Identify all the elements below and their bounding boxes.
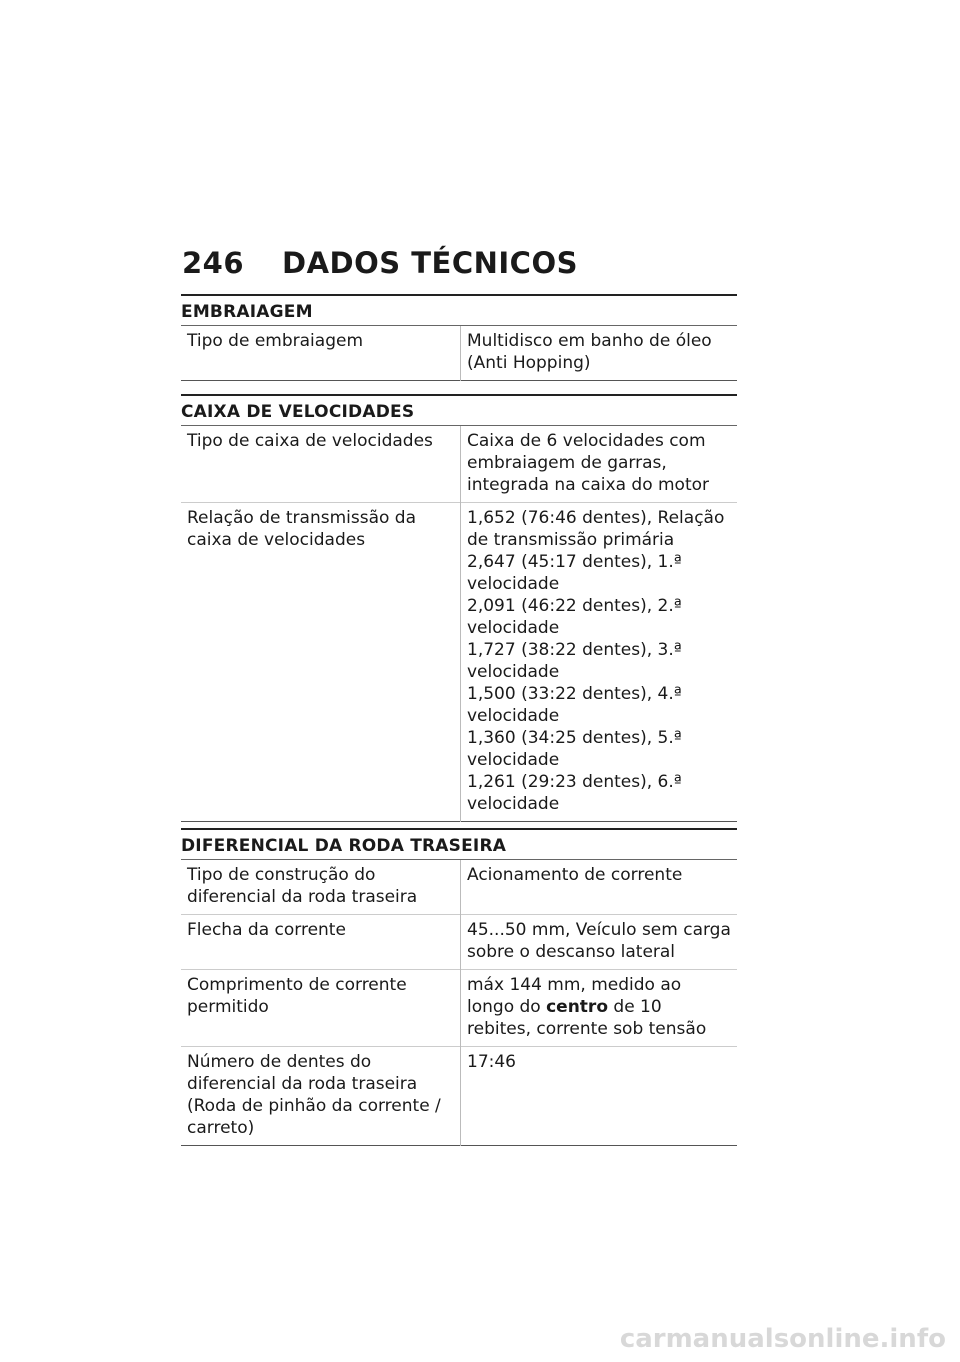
spec-value — [461, 503, 738, 822]
page-header — [182, 246, 578, 280]
spec-label: Número de dentes do diferencial da roda traseira (Roda de pinhão da corrente / carreto) — [181, 1047, 461, 1146]
spec-label: Flecha da corrente — [181, 915, 461, 970]
spec-table — [181, 326, 737, 381]
table-row — [181, 426, 737, 503]
spec-value — [461, 970, 738, 1047]
gear-ratio-line: 2,647 (45:17 dentes), 1.ª velocidade — [467, 552, 682, 594]
table-row — [181, 915, 737, 970]
page-title: DADOS TÉCNICOS — [282, 246, 578, 280]
spec-value-emphasis: centro — [546, 997, 608, 1017]
gear-ratio-line: 1,500 (33:22 dentes), 4.ª velocidade — [467, 684, 682, 726]
spec-value: Caixa de 6 velocidades com embraiagem de garras, integrada na caixa do motor — [467, 431, 710, 495]
spec-table — [181, 860, 737, 1146]
gear-ratio-line: 1,727 (38:22 dentes), 3.ª velocidade — [467, 640, 682, 682]
section-caixa-velocidades — [181, 394, 737, 822]
gear-ratio-line: 1,360 (34:25 dentes), 5.ª velocidade — [467, 728, 682, 770]
section-embraiagem — [181, 294, 737, 381]
section-title: DIFERENCIAL DA RODA TRASEIRA — [181, 828, 737, 860]
spec-label: Tipo de construção do diferencial da roda traseira — [181, 860, 461, 915]
spec-label: Tipo de embraiagem — [181, 326, 461, 381]
table-row — [181, 1047, 737, 1146]
section-diferencial — [181, 828, 737, 1146]
spec-value-text: de 10 rebites, corrente sob tensão — [467, 997, 707, 1039]
gear-ratio-line: 1,652 (76:46 dentes), Relação de transmissão primária — [467, 508, 725, 550]
spec-label: Relação de transmissão da caixa de velocidades — [181, 503, 461, 822]
spec-value: 45...50 mm, Veículo sem carga sobre o descanso lateral — [467, 920, 731, 962]
watermark: carmanualsonline.info — [619, 1324, 946, 1354]
spec-value: 17:46 — [467, 1052, 516, 1072]
table-row — [181, 326, 737, 381]
table-row — [181, 860, 737, 915]
spec-value-text: máx 144 mm, medido ao longo do — [467, 975, 682, 1017]
spec-value: Acionamento de corrente — [467, 865, 683, 885]
table-row — [181, 503, 737, 822]
spec-label: Comprimento de corrente permitido — [181, 970, 461, 1047]
section-title: CAIXA DE VELOCIDADES — [181, 394, 737, 426]
table-row — [181, 970, 737, 1047]
spec-table — [181, 426, 737, 822]
gear-ratio-line: 1,261 (29:23 dentes), 6.ª velocidade — [467, 772, 682, 814]
page-number: 246 — [182, 246, 245, 280]
spec-label: Tipo de caixa de velocidades — [181, 426, 461, 503]
gear-ratio-line: 2,091 (46:22 dentes), 2.ª velocidade — [467, 596, 682, 638]
spec-value: Multidisco em banho de óleo (Anti Hopping) — [467, 331, 712, 373]
section-title: EMBRAIAGEM — [181, 294, 737, 326]
